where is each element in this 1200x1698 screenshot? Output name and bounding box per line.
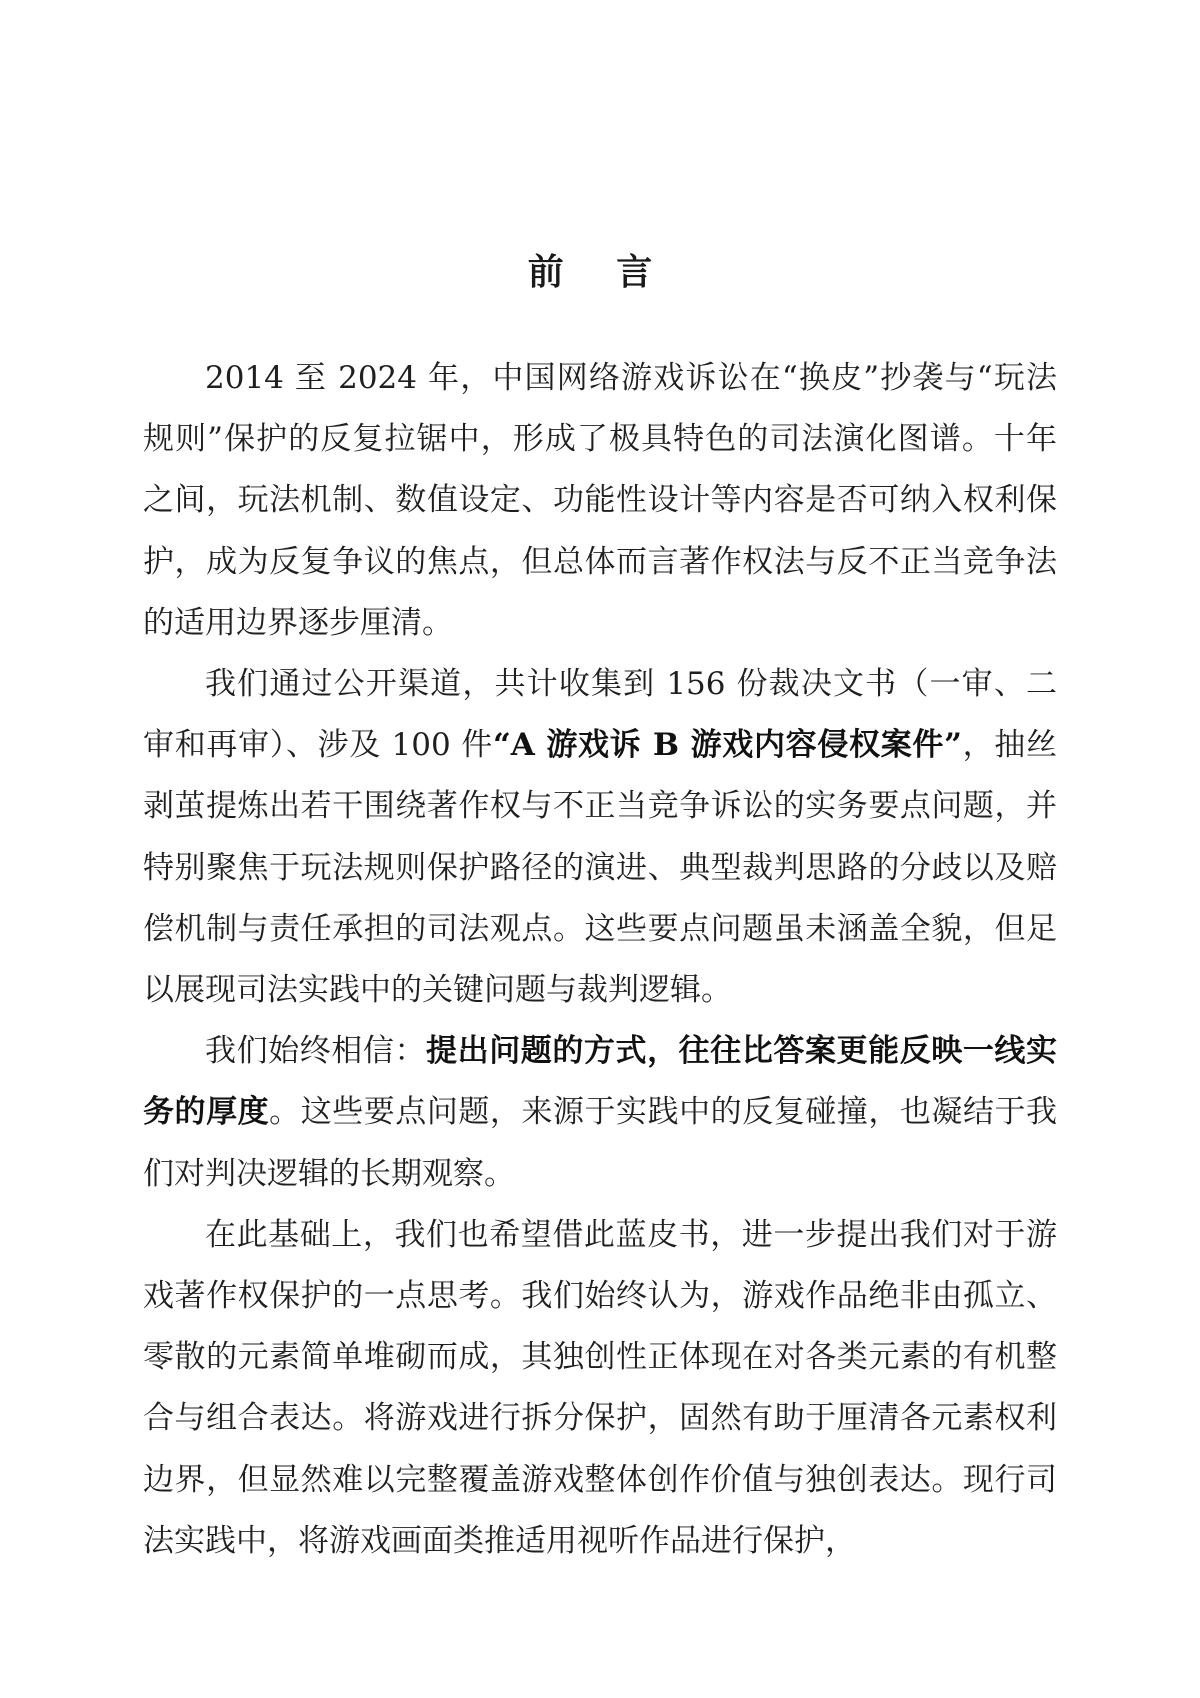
- paragraph-3-text-end: 。这些要点问题，来源于实践中的反复碰撞，也凝结于我们对判决逻辑的长期观察。: [143, 1094, 1058, 1192]
- paragraph-2-bold-case-title: “A 游戏诉 B 游戏内容侵权案件”: [492, 727, 962, 764]
- paragraph-3: [143, 1021, 1057, 1205]
- paragraph-1: [143, 348, 1057, 654]
- paragraph-3-bold-emphasis: 提出问题的方式，往往比答案更能反映一线实务的厚度: [143, 1033, 1058, 1131]
- paragraph-3-text-start: 我们始终相信：: [205, 1033, 427, 1070]
- paragraph-4: [143, 1205, 1057, 1572]
- document-body: [143, 348, 1057, 1572]
- paragraph-2-text-end: ，抽丝剥茧提炼出若干围绕著作权与不正当竞争诉讼的实务要点问题，并特别聚焦于玩法规则保护路径的演进、典型裁判思路的分歧以及赔偿机制与责任承担的司法观点。这些要点问题虽未涵盖全貌，但足以展现司法实践中的关键问题与裁判逻辑。: [143, 727, 1057, 1009]
- paragraph-4-text: 在此基础上，我们也希望借此蓝皮书，进一步提出我们对于游戏著作权保护的一点思考。我们始终认为，游戏作品绝非由孤立、零散的元素简单堆砌而成，其独创性正体现在对各类元素的有机整合与组合表达。将游戏进行拆分保护，固然有助于厘清各元素权利边界，但显然难以完整覆盖游戏整体创作价值与独创表达。现行司法实践中，将游戏画面类推适用视听作品进行保护，: [143, 1216, 1057, 1559]
- paragraph-2: [143, 654, 1057, 1021]
- paragraph-2-text-start: 我们通过公开渠道，共计收集到 156 份裁决文书（一审、二审和再审）、涉及 100 件: [143, 666, 1057, 764]
- paragraph-1-text: 2014 至 2024 年，中国网络游戏诉讼在“换皮”抄袭与“玩法规则”保护的反复拉锯中，形成了极具特色的司法演化图谱。十年之间，玩法机制、数值设定、功能性设计等内容是否可纳入权利保护，成为反复争议的焦点，但总体而言著作权法与反不正当竞争法的适用边界逐步厘清。: [143, 360, 1057, 641]
- page-title: 前 言: [527, 251, 673, 293]
